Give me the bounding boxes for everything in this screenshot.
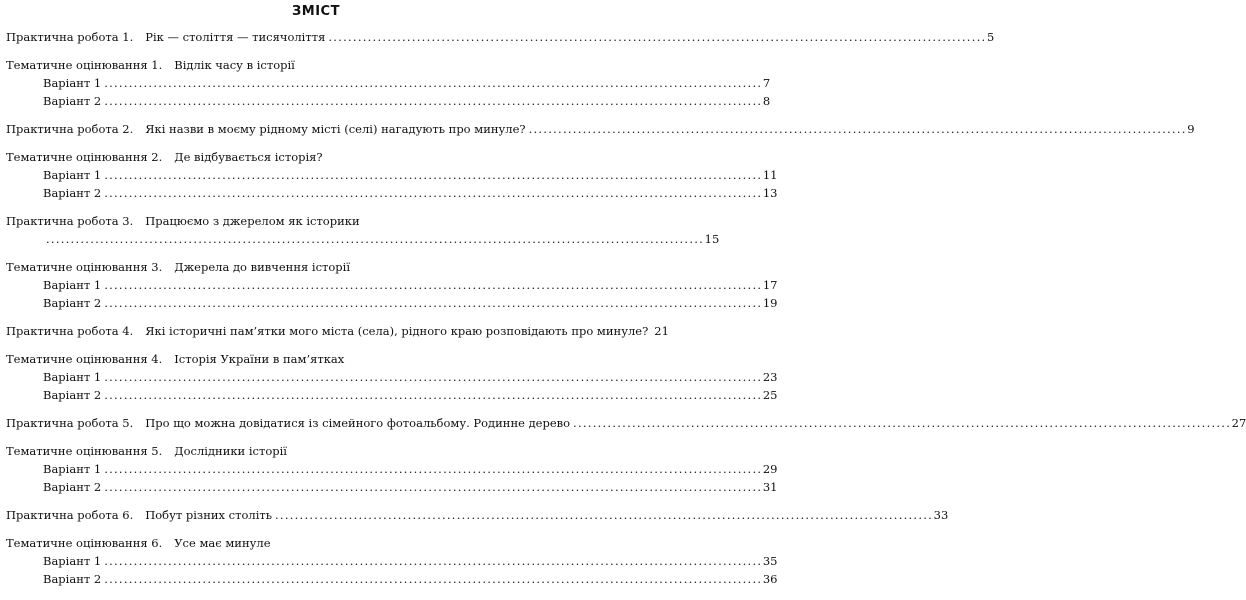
entry-title: Побут різних століть	[145, 508, 272, 522]
variant-label: Варіант 2	[43, 572, 102, 586]
toc-entry[interactable]	[6, 232, 720, 250]
entry-title: Відлік часу в історії	[174, 58, 295, 72]
toc-section-heading	[6, 444, 626, 462]
entry-page-number: 31	[762, 480, 778, 494]
dot-leader	[46, 232, 702, 246]
toc-entry-variant[interactable]	[6, 480, 778, 498]
toc-entry-variant[interactable]	[6, 186, 778, 204]
toc-entry-variant[interactable]	[6, 94, 771, 112]
entry-label: Тематичне оцінювання 3.	[6, 260, 163, 274]
dot-leader	[104, 76, 760, 90]
entry-title: Дослідники історії	[174, 444, 287, 458]
entry-label: Практична робота 5.	[6, 416, 134, 430]
variant-label: Варіант 2	[43, 480, 102, 494]
dot-leader	[104, 554, 760, 568]
dot-leader	[104, 370, 760, 384]
dot-leader	[275, 508, 931, 522]
variant-label: Варіант 1	[43, 462, 102, 476]
dot-leader	[573, 416, 1229, 430]
toc-entry[interactable]	[6, 30, 995, 48]
dot-leader	[529, 122, 1185, 136]
dot-leader	[328, 30, 984, 44]
entry-title: Історія України в пам’ятках	[174, 352, 345, 366]
variant-label: Варіант 2	[43, 186, 102, 200]
entry-label: Тематичне оцінювання 2.	[6, 150, 163, 164]
dot-leader	[104, 462, 760, 476]
dot-leader	[104, 168, 760, 182]
toc-entry[interactable]	[6, 122, 1195, 140]
dot-leader	[104, 480, 760, 494]
entry-label: Практична робота 4.	[6, 324, 134, 338]
variant-label: Варіант 1	[43, 278, 102, 292]
toc-entry-variant[interactable]	[6, 296, 778, 314]
toc-entry-variant[interactable]	[6, 168, 778, 186]
variant-label: Варіант 2	[43, 388, 102, 402]
entry-page-number: 8	[762, 94, 771, 108]
entry-title: Джерела до вивчення історії	[174, 260, 351, 274]
dot-leader	[104, 94, 760, 108]
dot-leader	[104, 296, 760, 310]
toc-section-heading	[6, 150, 626, 168]
dot-leader	[104, 572, 760, 586]
entry-page-number: 13	[762, 186, 778, 200]
entry-title: Усе має минуле	[174, 536, 271, 550]
entry-page-number: 15	[704, 232, 720, 246]
entry-label: Тематичне оцінювання 4.	[6, 352, 163, 366]
variant-label: Варіант 1	[43, 168, 102, 182]
variant-label: Варіант 1	[43, 554, 102, 568]
entry-page-number: 21	[654, 324, 669, 338]
toc-entry-variant[interactable]	[6, 278, 778, 296]
table-of-contents	[6, 30, 1246, 590]
toc-entry-variant[interactable]	[6, 462, 778, 480]
toc-entry[interactable]	[6, 416, 1246, 434]
entry-page-number: 5	[986, 30, 995, 44]
entry-title: Про що можна довідатися із сімейного фотоальбому. Родинне дерево	[145, 416, 571, 430]
variant-label: Варіант 1	[43, 76, 102, 90]
entry-page-number: 29	[762, 462, 778, 476]
entry-page-number: 17	[762, 278, 778, 292]
entry-label: Тематичне оцінювання 1.	[6, 58, 163, 72]
toc-section-heading	[6, 260, 626, 278]
entry-label: Тематичне оцінювання 6.	[6, 536, 163, 550]
entry-page-number: 36	[762, 572, 778, 586]
entry-page-number: 7	[762, 76, 771, 90]
toc-entry[interactable]	[6, 508, 949, 526]
dot-leader	[104, 278, 760, 292]
entry-page-number: 9	[1187, 122, 1195, 136]
entry-title: Де відбувається історія?	[174, 150, 323, 164]
entry-title: Які історичні пам’ятки мого міста (села), рідного краю розповідають про минуле?	[145, 324, 649, 338]
dot-leader	[104, 388, 760, 402]
entry-page-number: 25	[762, 388, 778, 402]
variant-label: Варіант 2	[43, 94, 102, 108]
entry-page-number: 11	[762, 168, 778, 182]
entry-page-number: 19	[762, 296, 778, 310]
entry-page-number: 35	[762, 554, 778, 568]
entry-page-number: 23	[762, 370, 778, 384]
entry-label: Практична робота 6.	[6, 508, 134, 522]
entry-label: Практична робота 3.	[6, 214, 134, 228]
entry-title: Рік — століття — тисячоліття	[145, 30, 326, 44]
toc-section-heading	[6, 58, 626, 76]
variant-label: Варіант 2	[43, 296, 102, 310]
toc-entry-variant[interactable]	[6, 370, 778, 388]
entry-title: Які назви в моєму рідному місті (селі) нагадують про минуле?	[145, 122, 526, 136]
toc-section-heading	[6, 536, 626, 554]
page-title: ЗМІСТ	[292, 4, 340, 19]
toc-entry-variant[interactable]	[6, 572, 778, 590]
entry-title: Працюємо з джерелом як історики	[145, 214, 360, 228]
entry-label: Практична робота 1.	[6, 30, 134, 44]
toc-section-heading	[6, 352, 626, 370]
entry-label: Практична робота 2.	[6, 122, 134, 136]
entry-page-number: 33	[933, 508, 949, 522]
entry-label: Тематичне оцінювання 5.	[6, 444, 163, 458]
toc-section-heading	[6, 214, 626, 232]
toc-entry-variant[interactable]	[6, 76, 771, 94]
toc-entry[interactable]	[6, 324, 669, 342]
toc-entry-variant[interactable]	[6, 388, 778, 406]
dot-leader	[104, 186, 760, 200]
entry-page-number: 27	[1231, 416, 1246, 430]
variant-label: Варіант 1	[43, 370, 102, 384]
toc-entry-variant[interactable]	[6, 554, 778, 572]
